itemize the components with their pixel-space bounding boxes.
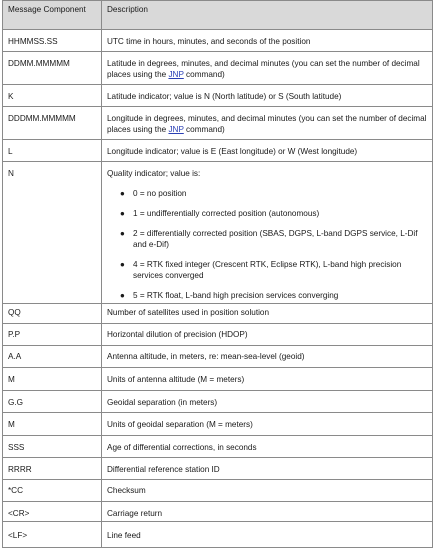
description-cell [102, 162, 433, 304]
field-cell: <LF> [3, 522, 102, 548]
quality-value-list [107, 188, 427, 301]
table-row [3, 522, 433, 548]
description-cell: Checksum [102, 480, 433, 502]
field-cell: L [3, 140, 102, 162]
description-cell: UTC time in hours, minutes, and seconds of the position [102, 30, 433, 52]
field-cell: *CC [3, 480, 102, 502]
table-row [3, 140, 433, 162]
field-cell: HHMMSS.SS [3, 30, 102, 52]
description-text: Latitude in degrees, minutes, and decimal minutes (you can set the number of decimal places using the [107, 59, 420, 79]
description-cell: Age of differential corrections, in seconds [102, 436, 433, 458]
table-row [3, 502, 433, 522]
table-row [3, 85, 433, 107]
description-cell: Carriage return [102, 502, 433, 522]
bullet-icon: ● [120, 189, 125, 198]
header-description: Description [102, 1, 433, 30]
table-row [3, 52, 433, 85]
description-cell: Latitude indicator; value is N (North latitude) or S (South latitude) [102, 85, 433, 107]
table-row [3, 30, 433, 52]
description-text: command) [183, 125, 225, 134]
field-cell: RRRR [3, 458, 102, 480]
field-cell: P.P [3, 324, 102, 346]
description-cell: Line feed [102, 522, 433, 548]
bullet-icon: ● [120, 291, 125, 300]
list-item: ● 5 = RTK float, L-band high precision services converging [120, 291, 339, 300]
table-row [3, 413, 433, 436]
field-cell: <CR> [3, 502, 102, 522]
field-cell: M [3, 413, 102, 436]
field-cell: N [3, 162, 102, 304]
description-cell [102, 52, 433, 85]
header-message-component: Message Component [3, 1, 102, 30]
field-cell: DDMM.MMMMM [3, 52, 102, 85]
message-component-table [2, 0, 433, 548]
field-cell: DDDMM.MMMMM [3, 107, 102, 140]
field-cell: SSS [3, 436, 102, 458]
table-row [3, 162, 433, 304]
list-item: ● 0 = no position [120, 189, 187, 198]
jnp-command-link[interactable]: JNP [168, 125, 184, 134]
list-item: ● 4 = RTK fixed integer (Crescent RTK, Eclipse RTK), L-band high precision services converged [120, 260, 402, 280]
field-cell: A.A [3, 346, 102, 368]
description-text: command) [183, 70, 225, 79]
description-cell: Longitude indicator; value is E (East longitude) or W (West longitude) [102, 140, 433, 162]
description-cell: Number of satellites used in position solution [102, 304, 433, 324]
list-item: ● 2 = differentially corrected position (SBAS, DGPS, L-band DGPS service, L-Dif and e-Dif) [120, 229, 418, 249]
bullet-icon: ● [120, 229, 125, 238]
table-row [3, 368, 433, 391]
table-header-row [3, 1, 433, 30]
description-cell: Differential reference station ID [102, 458, 433, 480]
description-cell [102, 107, 433, 140]
description-text: Longitude in degrees, minutes, and decimal minutes (you can set the number of decimal places using the [107, 114, 427, 134]
table-row [3, 107, 433, 140]
bullet-icon: ● [120, 209, 125, 218]
description-cell: Units of antenna altitude (M = meters) [102, 368, 433, 391]
table-row [3, 458, 433, 480]
field-cell: M [3, 368, 102, 391]
field-cell: QQ [3, 304, 102, 324]
field-cell: K [3, 85, 102, 107]
table-row [3, 324, 433, 346]
description-cell: Horizontal dilution of precision (HDOP) [102, 324, 433, 346]
field-cell: G.G [3, 391, 102, 413]
bullet-icon: ● [120, 260, 125, 269]
table-row [3, 436, 433, 458]
description-cell: Antenna altitude, in meters, re: mean-sea-level (geoid) [102, 346, 433, 368]
table-row [3, 391, 433, 413]
table-row [3, 480, 433, 502]
list-item: ● 1 = undifferentially corrected position (autonomous) [120, 209, 320, 218]
quality-indicator-intro: Quality indicator; value is: [107, 169, 201, 178]
table-row [3, 346, 433, 368]
description-cell: Units of geoidal separation (M = meters) [102, 413, 433, 436]
description-cell: Geoidal separation (in meters) [102, 391, 433, 413]
jnp-command-link[interactable]: JNP [168, 70, 184, 79]
table-row [3, 304, 433, 324]
